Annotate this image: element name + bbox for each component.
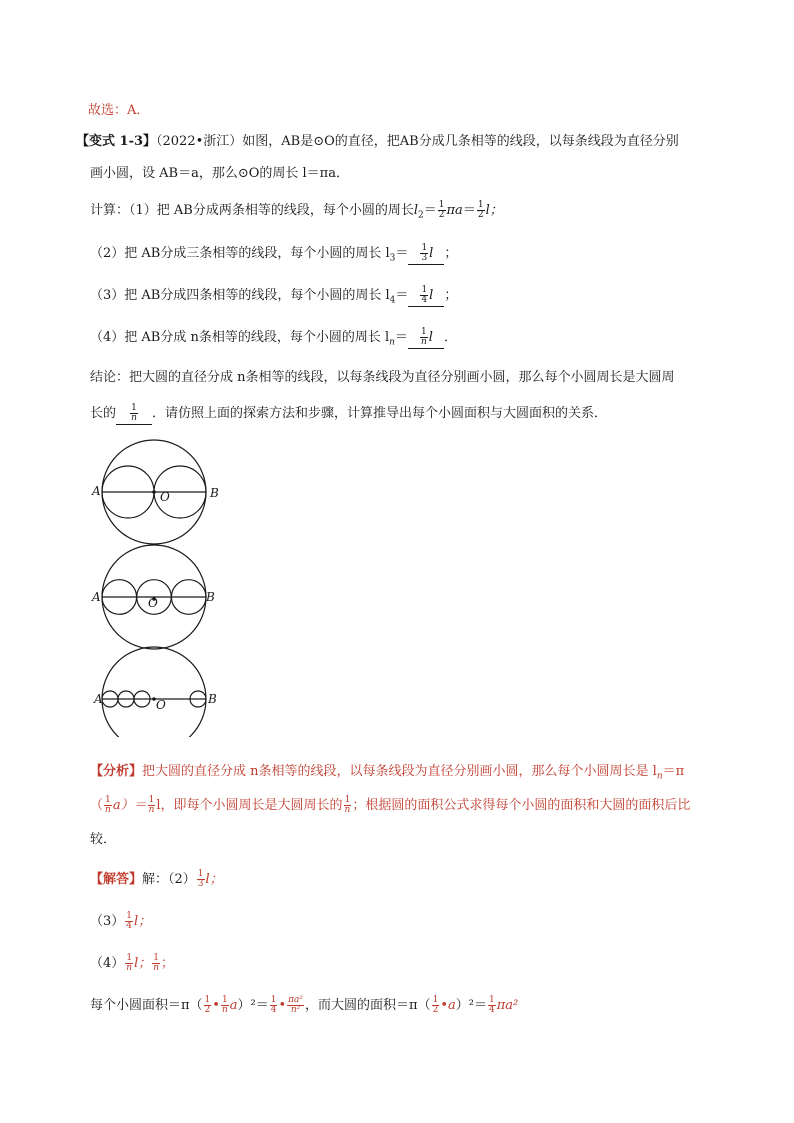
item3-semi: ；	[444, 288, 458, 303]
item4-eq: ＝	[394, 330, 408, 345]
item4-sub: n	[389, 337, 395, 348]
item3-sub: 4	[389, 295, 396, 306]
solution-tag: 【解答】	[90, 872, 143, 887]
label-A-2: A	[92, 590, 101, 604]
problem-text-1: 如图，AB是⊙O的直径，把AB分成几条相等的线段，以每条线段为直径分别	[242, 134, 679, 149]
analysis-text-2-end: ；根据圆的面积公式求得每个小圆的面积和大圆的面积后比	[352, 798, 691, 813]
calc-line-1	[90, 201, 503, 226]
label-O-2: O	[148, 596, 158, 610]
item2-eq: ＝	[395, 246, 409, 261]
solution-item3: （3）	[90, 914, 125, 929]
item3-answer-blank: $\frac{1}{4}$ l	[408, 286, 444, 307]
item2-semi: ；	[444, 246, 458, 261]
analysis-a: a）＝	[112, 798, 147, 813]
analysis-sub-n: n	[656, 771, 663, 782]
label-A-1: A	[92, 484, 101, 498]
analysis-line-1	[90, 762, 684, 787]
solution-label: 解：（2）	[142, 872, 196, 887]
item2-sub: 3	[389, 253, 396, 264]
label-B-1: B	[210, 486, 219, 500]
calc1-l: l	[413, 203, 419, 218]
label-B-3: B	[208, 692, 217, 706]
calc1-l-end: l；	[485, 203, 503, 218]
calc1-pi-a: πa	[446, 203, 463, 218]
label-B-2: B	[206, 590, 215, 604]
item3-text: （3）把 AB分成四条相等的线段，每个小圆的周长 l	[90, 288, 390, 303]
label-O-1: O	[160, 490, 170, 504]
analysis-text-2: l，即每个小圆周长是大圆周长的	[156, 798, 343, 813]
answer-line: 故选：A．	[88, 103, 150, 118]
problem-source: （2022•浙江）	[156, 134, 243, 149]
calc-line-2	[90, 244, 457, 269]
circle-figures	[90, 437, 230, 737]
solution-line-1: 【解答】解：（2） $\frac{1}{3}$ l；	[90, 869, 223, 889]
item4-answer-blank: $\frac{1}{n}$ l	[408, 328, 444, 349]
analysis-line-3: 较．	[90, 832, 117, 847]
analysis-text-1: 把大圆的直径分成 n条相等的线段，以每条线段为直径分别画小圆，那么每个小圆周长是 l	[142, 764, 657, 779]
analysis-eq-pi: ＝π	[662, 764, 685, 779]
fraction-half-2: $\frac{1}{2}$	[477, 200, 484, 220]
conclusion-line-2	[90, 404, 607, 425]
problem-tag: 【变式 1-3】	[76, 134, 157, 149]
conclusion-post: ．请仿照上面的探索方法和步骤，计算推导出每个小圆面积与大圆面积的关系．	[152, 406, 608, 421]
conclusion-pre: 长的	[90, 406, 117, 421]
item4-period: ．	[443, 330, 457, 345]
calc-label: 计算：（1）把 AB分成两条相等的线段，每个小圆的周长	[90, 203, 414, 218]
area-sep: ，而大圆的面积＝π（	[305, 998, 431, 1013]
item3-eq: ＝	[395, 288, 409, 303]
calc-line-3	[90, 286, 457, 311]
area-text: 每个小圆面积＝π（	[90, 998, 203, 1013]
solution-item4: （4）	[90, 956, 125, 971]
analysis-tag: 【分析】	[90, 764, 143, 779]
conclusion-line-1: 结论：把大圆的直径分成 n条相等的线段，以每条线段为直径分别画小圆，那么每个小圆周长是大圆周	[90, 370, 675, 385]
problem-line-1	[76, 132, 679, 152]
label-O-3: O	[156, 698, 166, 712]
calc1-sub: 2	[418, 210, 424, 221]
problem-line-2: 画小圆，设 AB＝a，那么⊙O的周长 l＝πa．	[90, 166, 349, 181]
label-A-3: A	[94, 692, 103, 706]
solution-line-3: （4） $\frac{1}{n}$ l； $\frac{1}{n}$ ；	[90, 953, 175, 973]
calc-line-4	[90, 328, 457, 353]
item2-answer-blank: $\frac{1}{3}$ l	[408, 244, 444, 265]
solution-line-4: 每个小圆面积＝π（ $\frac{1}{2}$ • $\frac{1}{n}$ a）²＝ $\frac{1}{4}$ • $\frac{\text{πa²}}{\text{n²}}$ ，而大圆的面积＝π（ $\frac{1}{2}$ •a）²＝ $\frac{1}{4}$ πa²	[90, 995, 519, 1015]
area-mid: ）²＝	[237, 998, 269, 1013]
conclusion-answer-blank: $\frac{1}{n}$	[116, 404, 152, 425]
item2-text: （2）把 AB分成三条相等的线段，每个小圆的周长 l	[90, 246, 390, 261]
item4-text: （4）把 AB分成 n条相等的线段，每个小圆的周长 l	[90, 330, 390, 345]
analysis-line-2: （ $\frac{1}{n}$ a）＝ $\frac{1}{n}$ l，即每个小圆周长是大圆周长的 $\frac{1}{n}$ ；根据圆的面积公式求得每个小圆的面积和大圆的面积后比	[90, 795, 691, 815]
big-circle-3	[102, 647, 206, 737]
solution-line-2: （3） $\frac{1}{4}$ l；	[90, 911, 152, 931]
calc1-eq: ＝	[423, 203, 437, 218]
calc1-eq2: ＝	[462, 203, 476, 218]
area-end: ）²＝	[455, 998, 487, 1013]
fraction-half: $\frac{1}{2}$	[438, 200, 445, 220]
